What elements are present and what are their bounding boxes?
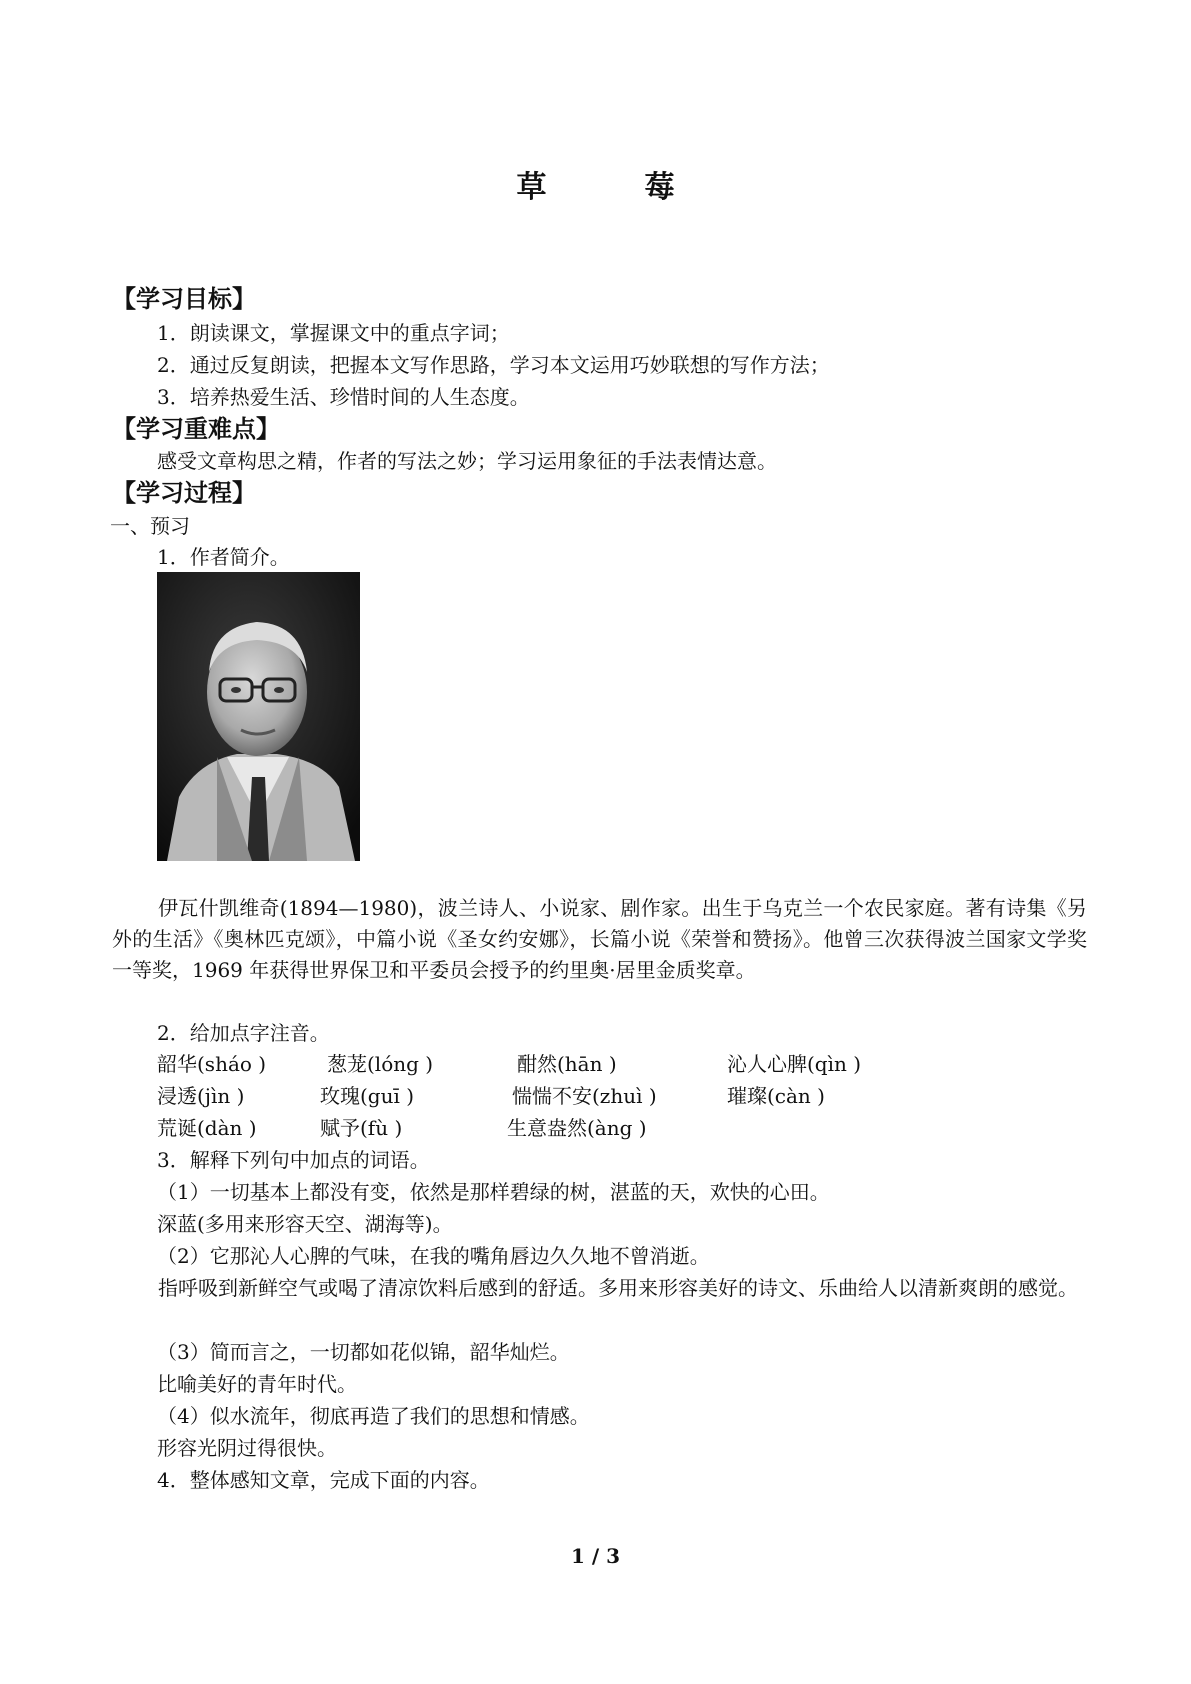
author-portrait-image	[157, 572, 360, 861]
pinyin-item: 生意盎然(àng )	[507, 1116, 647, 1140]
preview-heading: 一、预习	[110, 514, 190, 538]
explanation-answer-3: 比喻美好的青年时代。	[157, 1372, 357, 1396]
pinyin-label: 2．给加点字注音。	[157, 1021, 330, 1045]
explanation-answer-1: 深蓝(多用来形容天空、湖海等)。	[157, 1212, 453, 1236]
section-objectives-heading: 【学习目标】	[112, 284, 256, 313]
author-intro-label: 1．作者简介。	[157, 545, 290, 569]
objective-item-1: 1．朗读课文，掌握课文中的重点字词；	[157, 321, 510, 345]
explanation-sentence-1: （1）一切基本上都没有变，依然是那样碧绿的树，湛蓝的天，欢快的心田。	[157, 1180, 830, 1204]
pinyin-item: 葱茏(lóng )	[327, 1052, 434, 1076]
explanation-answer-4: 形容光阴过得很快。	[157, 1436, 337, 1460]
key-points-text: 感受文章构思之精，作者的写法之妙；学习运用象征的手法表情达意。	[157, 449, 777, 473]
pinyin-item: 荒诞(dàn )	[157, 1116, 257, 1140]
pinyin-item: 沁人心脾(qìn )	[727, 1052, 862, 1076]
overall-label: 4．整体感知文章，完成下面的内容。	[157, 1468, 490, 1492]
page-number: 1 / 3	[570, 1544, 621, 1568]
pinyin-item: 浸透(jìn )	[157, 1084, 245, 1108]
objective-item-2: 2．通过反复朗读，把握本文写作思路，学习本文运用巧妙联想的写作方法；	[157, 353, 830, 377]
pinyin-item: 玫瑰(guī )	[320, 1084, 415, 1108]
pinyin-item: 赋予(fù )	[320, 1116, 403, 1140]
page-title: 草 莓	[516, 170, 709, 205]
explanation-sentence-2: （2）它那沁人心脾的气味，在我的嘴角唇边久久地不曾消逝。	[157, 1244, 710, 1268]
objective-item-3: 3．培养热爱生活、珍惜时间的人生态度。	[157, 385, 530, 409]
pinyin-item: 韶华(sháo )	[157, 1052, 267, 1076]
section-key-points-heading: 【学习重难点】	[112, 414, 280, 443]
explanation-answer-2: 指呼吸到新鲜空气或喝了清凉饮料后感到的舒适。多用来形容美好的诗文、乐曲给人以清新爽朗的感觉。	[158, 1276, 1078, 1300]
author-photo	[157, 572, 360, 861]
pinyin-item: 惴惴不安(zhuì )	[512, 1084, 657, 1108]
author-bio: 伊瓦什凯维奇(1894—1980)，波兰诗人、小说家、剧作家。出生于乌克兰一个农民家庭。著有诗集《另外的生活》《奥林匹克颂》，中篇小说《圣女约安娜》，长篇小说《荣誉和赞扬》。他曾三次获得波兰国家文学奖一等奖，1969 年获得世界保卫和平委员会授予的约里奥·居里金质奖章。	[112, 896, 1087, 982]
pinyin-item: 酣然(hān )	[517, 1052, 617, 1076]
explanation-sentence-4: （4）似水流年，彻底再造了我们的思想和情感。	[157, 1404, 590, 1428]
section-process-heading: 【学习过程】	[112, 478, 256, 507]
pinyin-item: 璀璨(càn )	[727, 1084, 825, 1108]
explain-label: 3．解释下列句中加点的词语。	[157, 1148, 430, 1172]
explanation-sentence-3: （3）简而言之，一切都如花似锦，韶华灿烂。	[157, 1340, 570, 1364]
